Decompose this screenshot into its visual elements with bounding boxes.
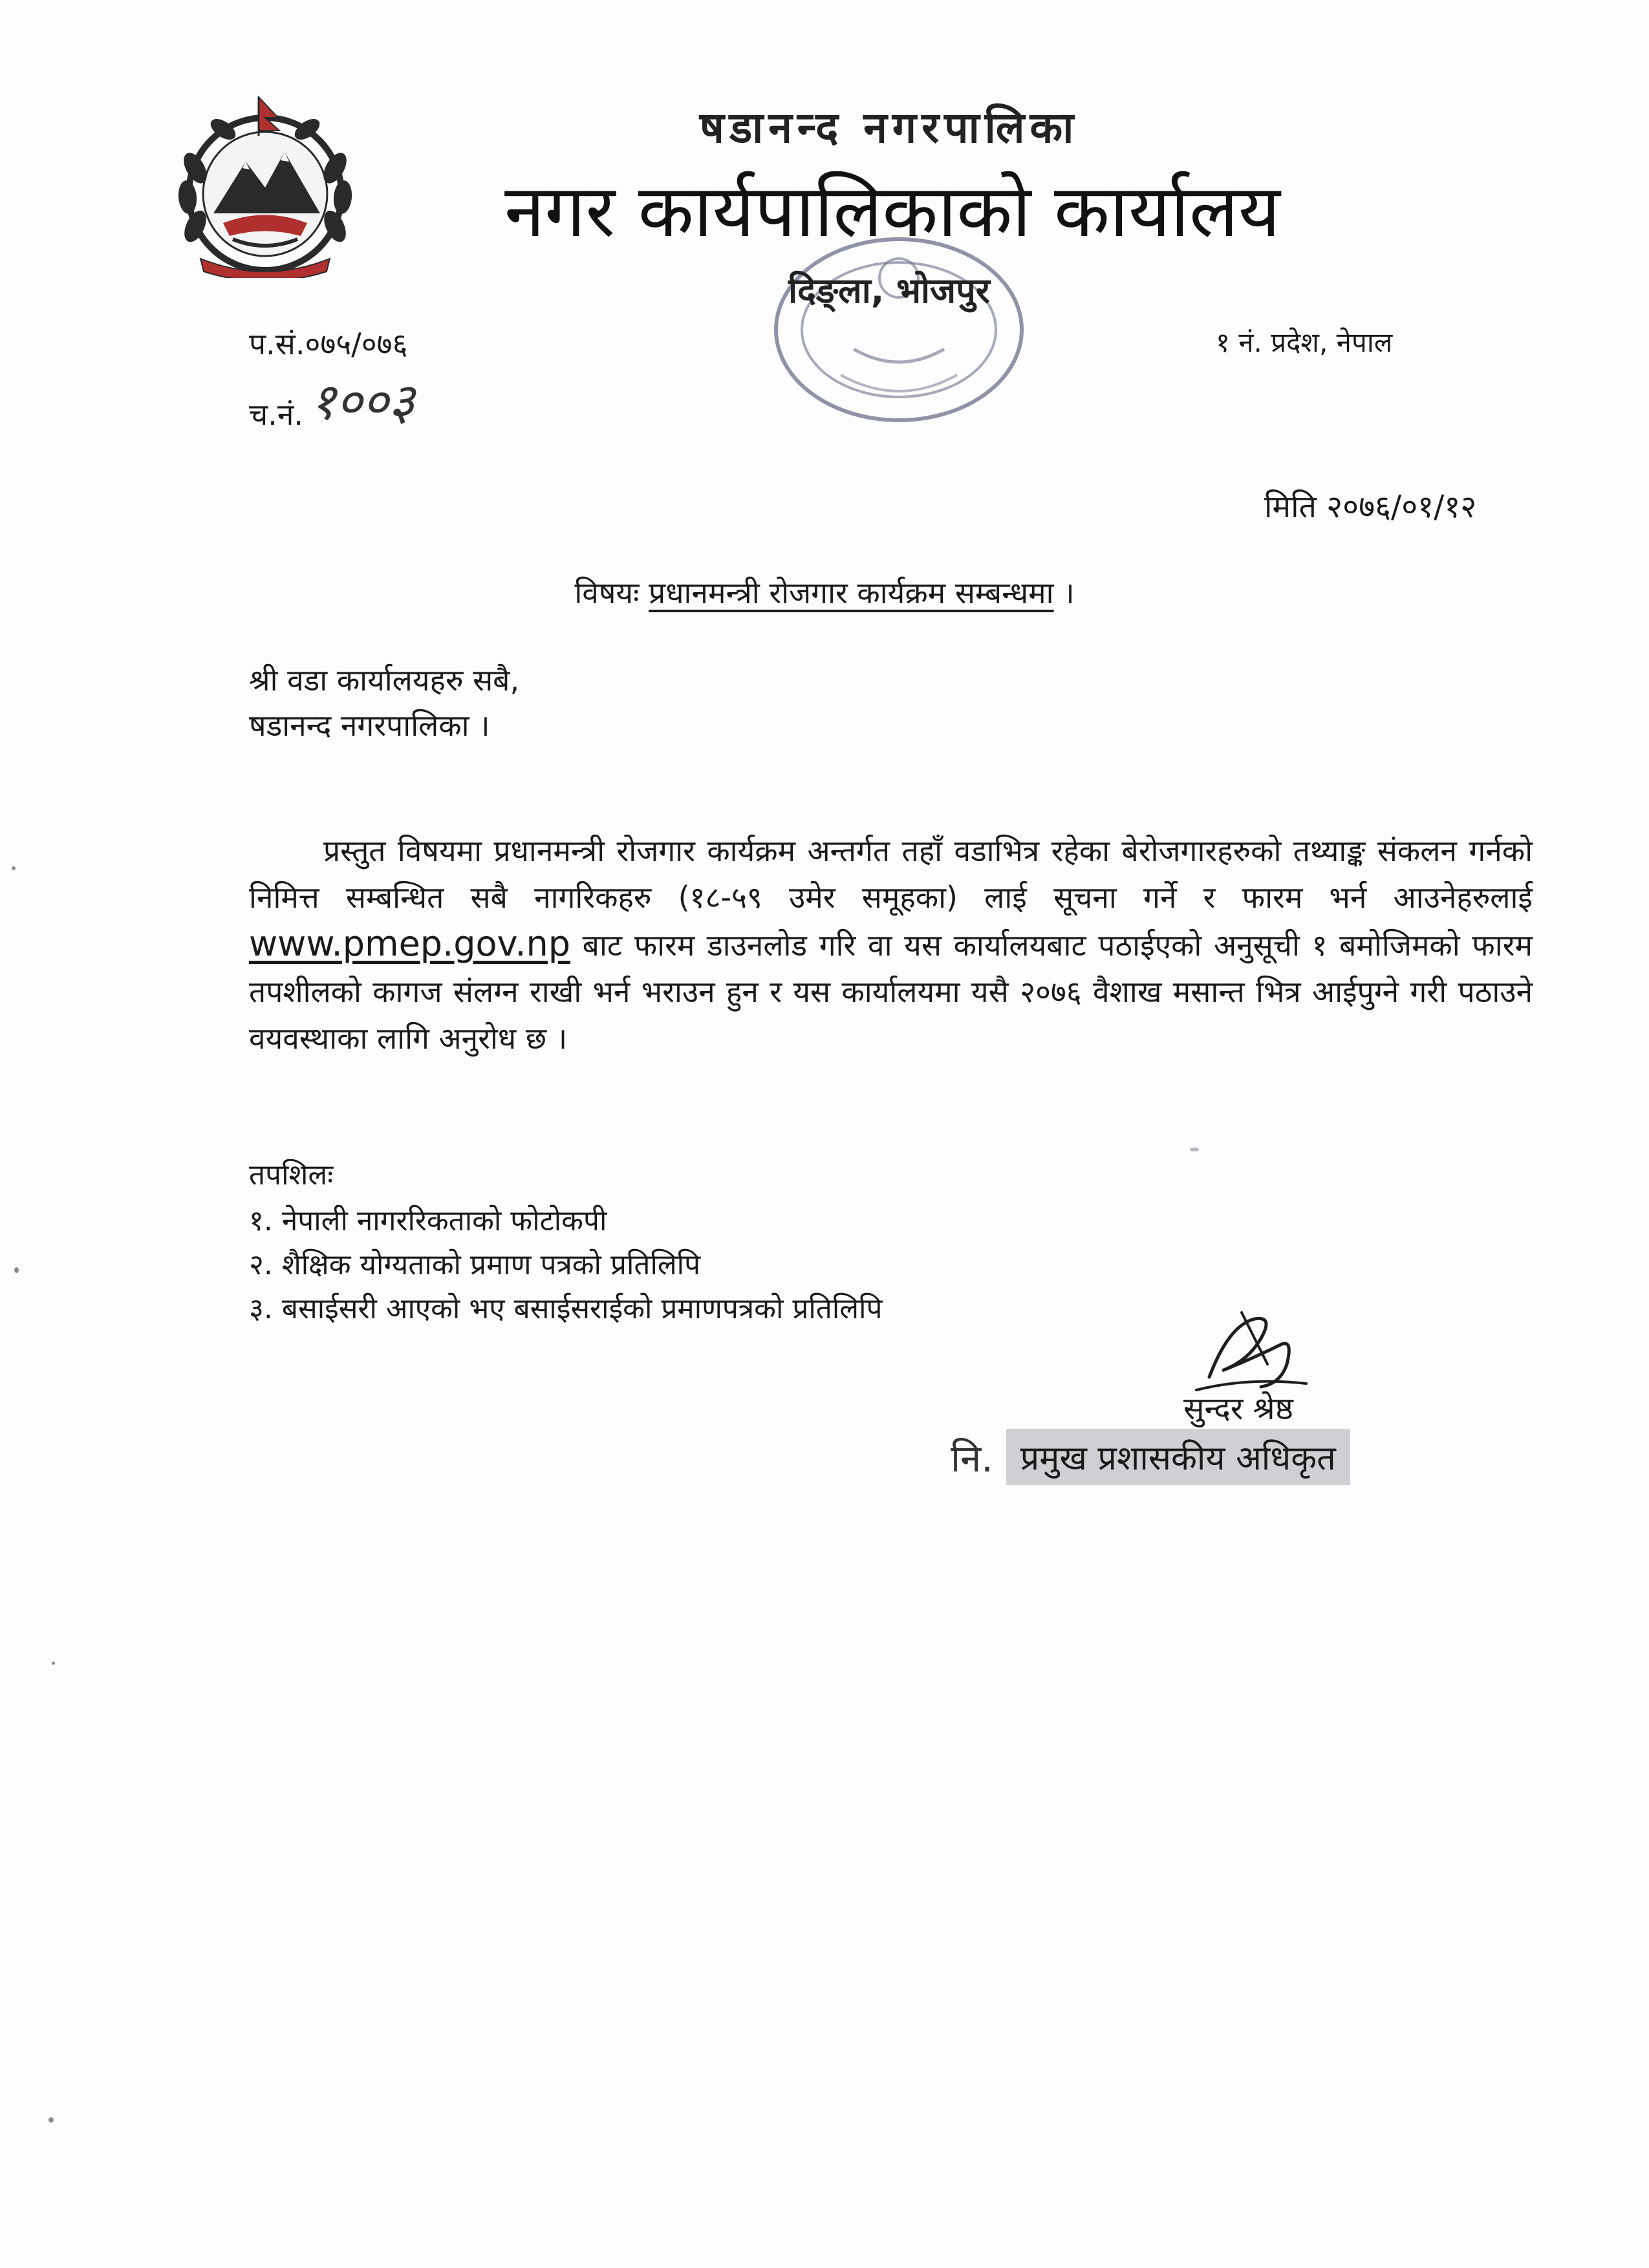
subject-line <box>0 572 1649 612</box>
scan-speck <box>14 1267 19 1273</box>
body-part-2: बाट फारम डाउनलोड गरि वा यस कार्यालयबाट पठाईएको अनुसूची १ बमोजिमको फारम तपशीलको कागज संलग्न राखी भर्न भराउन हुन र यस कार्यालयमा यसै २०७६ वैशाख मसान्त भित्र आईपुग्ने गरी पठाउने वयवस्थाका लागि अनुरोध छ । <box>249 928 1533 1056</box>
signatory-title-row <box>951 1429 1350 1485</box>
dispatch-number-row <box>249 365 415 434</box>
list-item: २. शैक्षिक योग्यताको प्रमाण पत्रको प्रतिलिपि <box>249 1248 701 1281</box>
signatory-title: प्रमुख प्रशासकीय अधिकृत <box>1006 1429 1350 1485</box>
signature-icon <box>1183 1300 1313 1396</box>
list-item: ३. बसाईसरी आएको भए बसाईसराईको प्रमाणपत्रको प्रतिलिपि <box>249 1292 883 1325</box>
addressee-line-1: श्री वडा कार्यालयहरु सबै, <box>249 663 520 698</box>
letter-date: मिति २०७६/०१/१२ <box>1264 489 1477 525</box>
scan-speck <box>12 866 16 870</box>
province-line: १ नं. प्रदेश, नेपाल <box>1216 326 1393 358</box>
enclosures-list <box>249 1199 883 1331</box>
reference-number: प.सं.०७५/०७६ <box>249 326 408 361</box>
dispatch-number: १००३ <box>309 373 415 431</box>
body-paragraph <box>249 828 1533 1062</box>
enclosures-heading: तपशिलः <box>249 1159 334 1192</box>
scan-speck <box>52 1662 55 1665</box>
office-name: नगर कार्यपालिकाको कार्यालय <box>504 169 1280 253</box>
nepal-emblem-icon <box>162 91 369 278</box>
subject-end: । <box>1063 575 1075 610</box>
list-item: १. नेपाली नागररिकताको फोटोकपी <box>249 1204 607 1237</box>
office-location: दिङ्ला, भोजपुर <box>788 270 990 311</box>
scan-speck <box>48 2117 54 2123</box>
pmep-url-link[interactable]: www.pmep.gov.np <box>249 923 570 964</box>
subject-label: विषयः <box>574 575 640 610</box>
addressee-line-2: षडानन्द नगरपालिका । <box>249 708 490 743</box>
scan-speck <box>1190 1148 1199 1151</box>
signatory-name: सुन्दर श्रेष्ठ <box>1183 1391 1293 1427</box>
office-seal-icon <box>757 226 1041 433</box>
subject-text: प्रधानमन्त्री रोजगार कार्यक्रम सम्बन्धमा <box>649 575 1054 610</box>
signatory-title-prefix: नि. <box>951 1437 993 1481</box>
dispatch-label: च.नं. <box>249 397 303 432</box>
body-part-1: प्रस्तुत विषयमा प्रधानमन्त्री रोजगार कार्यक्रम अन्तर्गत तहाँ वडाभित्र रहेका बेरोजगारहरुको तथ्याङ्क संकलन गर्नको निमित्त सम्बन्धित सबै नागरिकहरु (१८-५९ उमेर समूहका) लाई सूचना गर्ने र फारम भर्न आउनेहरुलाई <box>249 833 1533 915</box>
municipality-name: षडानन्द नगरपालिका <box>699 103 1079 153</box>
